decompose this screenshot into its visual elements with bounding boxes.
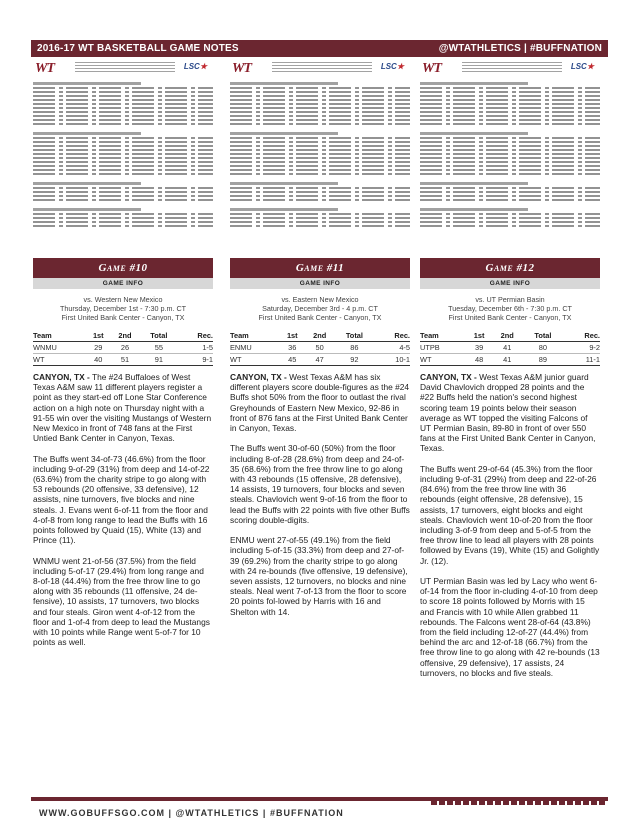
score-cell: 91 <box>154 355 163 364</box>
stat-row <box>230 217 410 219</box>
box-score-heading <box>462 62 562 74</box>
score-header-row <box>230 330 410 342</box>
recap-paragraph <box>230 372 410 433</box>
wt-logo: WT <box>232 61 251 76</box>
stat-row <box>420 217 600 219</box>
stat-row <box>33 115 213 117</box>
stat-row <box>230 169 410 171</box>
game-column-10 <box>33 60 213 658</box>
score-col-header: Rec. <box>563 330 600 342</box>
score-col-header: Total <box>140 330 178 342</box>
score-col-header: 2nd <box>305 330 335 342</box>
stat-row <box>33 99 213 101</box>
heading-line <box>272 68 372 69</box>
score-cell: ENMU <box>230 342 280 354</box>
score-cell: WT <box>420 355 432 364</box>
row-heading <box>33 208 141 211</box>
game-info <box>33 289 213 330</box>
game-recap <box>230 372 410 617</box>
heading-line <box>272 65 372 66</box>
stat-row <box>230 107 410 109</box>
score-cell: 9-2 <box>563 342 600 354</box>
score-col-header: 1st <box>467 330 492 342</box>
dateline: CANYON, TX - <box>33 372 90 382</box>
stat-row <box>33 173 213 175</box>
score-cell: 41 <box>503 355 512 364</box>
game-recap <box>33 372 213 647</box>
score-cell: 11-1 <box>585 355 600 364</box>
heading-line <box>75 65 175 66</box>
stat-row <box>420 221 600 223</box>
stat-row <box>33 161 213 163</box>
stat-row <box>230 119 410 121</box>
dateline: CANYON, TX - <box>230 372 287 382</box>
recap-paragraph <box>420 372 600 454</box>
score-row <box>33 342 213 354</box>
lsc-logo <box>184 62 207 71</box>
lsc-logo <box>381 62 404 71</box>
footer-text: WWW.GOBUFFSGO.COM | @WTATHLETICS | #BUFFNATION <box>39 808 344 818</box>
stat-row <box>33 217 213 219</box>
stat-row <box>420 119 600 121</box>
score-row <box>420 342 600 354</box>
stat-row <box>230 165 410 167</box>
score-cell: 10-1 <box>395 355 410 364</box>
stat-row <box>230 115 410 117</box>
stat-row <box>420 123 600 125</box>
stat-row <box>230 195 410 197</box>
game-info-line: vs. UT Permian Basin <box>475 295 545 304</box>
stat-row <box>420 199 600 201</box>
row-heading <box>33 132 141 135</box>
stat-row <box>33 141 213 143</box>
stat-row <box>33 149 213 151</box>
game-card <box>33 258 213 366</box>
footer <box>31 797 608 818</box>
stat-row <box>33 123 213 125</box>
score-cell: 36 <box>280 342 305 354</box>
score-cell: 48 <box>475 355 484 364</box>
stat-row <box>33 157 213 159</box>
stat-row <box>33 191 213 193</box>
score-cell: 47 <box>315 355 324 364</box>
game-info-line: vs. Western New Mexico <box>83 295 163 304</box>
score-cell: 29 <box>86 342 110 354</box>
game-info-line: Tuesday, December 6th - 7:30 p.m. CT <box>448 304 572 313</box>
row-heading <box>420 208 528 211</box>
score-table <box>33 330 213 365</box>
header-social: @WTATHLETICS | #BUFFNATION <box>438 43 602 54</box>
row-heading <box>420 132 528 135</box>
score-cell: 41 <box>492 342 523 354</box>
score-cell: WNMU <box>33 342 86 354</box>
score-cell: 50 <box>305 342 335 354</box>
score-col-header: Rec. <box>374 330 410 342</box>
stat-row <box>230 225 410 227</box>
stat-row <box>33 87 213 89</box>
stat-row <box>230 141 410 143</box>
stat-row <box>420 213 600 215</box>
stat-row <box>33 199 213 201</box>
stat-row <box>33 107 213 109</box>
score-table-wrap <box>230 330 410 366</box>
heading-line <box>272 71 372 72</box>
recap-text: West Texas A&M has six different players score double-figures as the #24 Buffs shot 50% from the floor to outlast the rival Greyhounds of Eastern New Mexico, 92-86 in front of 876 fans at the First United Bank Center in Canyon, Texas. <box>230 372 410 434</box>
dateline: CANYON, TX - <box>420 372 477 382</box>
recap-text: ENMU went 27-of-55 (49.1%) from the field including 5-of-15 (33.3%) from deep and 27-of-39 (69.2%) from the charity stripe to go along with 24 re-bounds (five offensive, 19 defensive), seven assists, 12 turnovers, no blocks and nine steals. Neal went 7-of-13 from the floor to score 20 points fol-lowed by Harris with 16 and Shelton with 14. <box>230 535 408 617</box>
game-info-line: Saturday, December 3rd - 4 p.m. CT <box>262 304 378 313</box>
stat-row <box>420 91 600 93</box>
stat-row <box>230 95 410 97</box>
stat-row <box>33 137 213 139</box>
score-table-wrap <box>33 330 213 366</box>
score-col-header: Team <box>33 330 86 342</box>
heading-line <box>75 71 175 72</box>
stat-row <box>420 87 600 89</box>
stat-row <box>230 221 410 223</box>
stat-row <box>33 187 213 189</box>
game-column-11 <box>230 60 410 627</box>
heading-line <box>462 65 562 66</box>
lsc-star-icon: ★ <box>586 62 594 71</box>
heading-line <box>75 62 175 63</box>
recap-text: The #24 Buffaloes of West Texas A&M saw 11 different players register a point as they start-ed off Lone Star Conference action on a high note on Thursday night with a 91-55 win over the visiting Mustangs of Western New Mexico in front of 748 fans at the First Untied Bank Center in Canyon, Texas. <box>33 372 212 444</box>
stat-row <box>230 123 410 125</box>
stat-row <box>230 111 410 113</box>
game-info-line: Thursday, December 1st - 7:30 p.m. CT <box>59 304 187 313</box>
row-heading <box>230 82 338 85</box>
score-cell: 9-1 <box>202 355 213 364</box>
stat-row <box>33 225 213 227</box>
row-heading <box>230 182 338 185</box>
score-cell: 55 <box>140 342 178 354</box>
score-row <box>420 354 600 366</box>
stat-row <box>33 221 213 223</box>
box-score-image <box>420 60 600 252</box>
stat-row <box>33 195 213 197</box>
stat-row <box>230 91 410 93</box>
game-title: Game #10 <box>33 258 213 278</box>
stat-row <box>33 91 213 93</box>
box-score-rows <box>420 82 600 229</box>
stat-row <box>420 141 600 143</box>
recap-paragraph <box>230 535 410 617</box>
recap-text: The Buffs went 30-of-60 (50%) from the floor including 8-of-28 (28.6%) from deep and 24-of-35 (68.6%) from the free throw line to go along with 43 rebounds (15 offensive, 28 defensive), 14 assists, 19 turnovers, four blocks and seven steals. Chavlovich went 9-of-16 from the floor to lead the Buffs with 22 points with five other Buffs scoring double-digits. <box>230 443 410 525</box>
score-cell: 39 <box>467 342 492 354</box>
stat-row <box>420 137 600 139</box>
stat-row <box>420 145 600 147</box>
score-col-header: 1st <box>86 330 110 342</box>
game-info-line: First United Bank Center - Canyon, TX <box>448 313 572 322</box>
heading-line <box>462 71 562 72</box>
score-table-wrap <box>420 330 600 366</box>
game-info-line: First United Bank Center - Canyon, TX <box>258 313 382 322</box>
stat-row <box>230 173 410 175</box>
row-heading <box>230 208 338 211</box>
stat-row <box>230 187 410 189</box>
game-card <box>230 258 410 366</box>
game-info <box>230 289 410 330</box>
recap-paragraph <box>33 372 213 443</box>
stat-row <box>230 87 410 89</box>
recap-text: West Texas A&M junior guard David Chavlovich dropped 28 points and the #22 Buffs held the nation's second highest scoring team 19 points below their season average as WT topped the visiting Falcons of UT Permian Basin, 89-80 in front of over 550 fans at the First United Bank Center in Canyon, Texas. <box>420 372 596 454</box>
heading-line <box>272 62 372 63</box>
stat-row <box>230 145 410 147</box>
stat-row <box>33 103 213 105</box>
score-row <box>230 354 410 366</box>
score-cell: WT <box>230 355 242 364</box>
stat-row <box>420 187 600 189</box>
box-score-image <box>230 60 410 252</box>
stat-row <box>420 153 600 155</box>
stat-row <box>33 213 213 215</box>
recap-text: WNMU went 21-of-56 (37.5%) from the field including 5-of-17 (29.4%) from long range and 8-of-18 (44.4%) from the free throw line to go along with 35 rebounds (11 offensive, 24 de-fensive), 10 assists, 17 turnovers, two blocks and four steals. Giron went 4-of-12 from the floor and 1-of-4 from deep to lead the Mustangs with 10 points while Range went 5-of-7 for 10 points as well. <box>33 555 210 648</box>
score-cell: 40 <box>94 355 103 364</box>
lsc-logo-text: LSC <box>183 62 200 71</box>
row-heading <box>420 182 528 185</box>
game-info-label: GAME INFO <box>230 278 410 289</box>
stat-row <box>230 99 410 101</box>
score-cell: 89 <box>538 355 548 364</box>
header-bar <box>31 40 608 57</box>
game-info-line: First United Bank Center - Canyon, TX <box>61 313 185 322</box>
score-cell: 80 <box>523 342 563 354</box>
stat-row <box>33 165 213 167</box>
stat-row <box>230 199 410 201</box>
score-col-header: Team <box>420 330 467 342</box>
game-info-label: GAME INFO <box>420 278 600 289</box>
game-card <box>420 258 600 366</box>
score-col-header: 2nd <box>492 330 523 342</box>
stat-row <box>230 213 410 215</box>
stat-row <box>420 157 600 159</box>
lsc-logo-text: LSC <box>570 62 587 71</box>
stat-row <box>420 173 600 175</box>
stat-row <box>33 111 213 113</box>
recap-text: UT Permian Basin was led by Lacy who went 6-of-14 from the floor in-cluding 4-of-10 from deep to score 18 points followed by Morris with 15 and Francis with 10 while Allen grabbed 11 rebounds. The Falcons went 28-of-64 (43.8%) from the field including 12-of-27 (44.4%) from behind the arc and 12-of-18 (66.7%) from the free throw line to go along with 42 re-bounds (13 offensive, 29 defensive), 17 assists, 24 turnovers, no blocks and five steals. <box>420 576 600 678</box>
stat-row <box>420 165 600 167</box>
heading-line <box>462 68 562 69</box>
stat-row <box>420 161 600 163</box>
lsc-logo-text: LSC <box>380 62 397 71</box>
box-score-heading <box>75 62 175 74</box>
score-cell: 86 <box>335 342 374 354</box>
score-header-row <box>33 330 213 342</box>
score-cell: WT <box>33 355 45 364</box>
score-col-header: Team <box>230 330 280 342</box>
stat-row <box>230 157 410 159</box>
footer-stripe <box>431 801 606 805</box>
score-row <box>230 342 410 354</box>
score-table <box>420 330 600 365</box>
box-score-rows <box>33 82 213 229</box>
stat-row <box>33 153 213 155</box>
lsc-star-icon: ★ <box>396 62 404 71</box>
box-score-image <box>33 60 213 252</box>
score-col-header: Total <box>335 330 374 342</box>
score-col-header: Total <box>523 330 563 342</box>
score-cell: 51 <box>120 355 130 364</box>
row-heading <box>420 82 528 85</box>
recap-paragraph <box>420 464 600 566</box>
stat-row <box>33 95 213 97</box>
game-recap <box>420 372 600 678</box>
recap-text: The Buffs went 29-of-64 (45.3%) from the floor including 9-of-31 (29%) from deep and 22-of-26 (84.6%) from the free throw line with 36 rebounds (eight offensive, 28 defensive), 15 assists, 17 turnovers, eight blocks and eight steals. Chavlovich went 10-of-20 from the floor including 3-of-9 from deep and 5-of-5 from the free throw line to lead all players with 28 points followed by Evans (19), White (15) and Golightly Jr. (12). <box>420 463 600 566</box>
score-col-header: Rec. <box>178 330 213 342</box>
stat-row <box>230 103 410 105</box>
game-info <box>420 289 600 330</box>
stat-row <box>230 153 410 155</box>
stat-row <box>230 191 410 193</box>
wt-logo: WT <box>422 61 441 76</box>
stat-row <box>33 145 213 147</box>
stat-row <box>33 119 213 121</box>
recap-text: The Buffs went 34-of-73 (46.6%) from the floor including 9-of-29 (31%) from deep and 14-of-22 (63.6%) from the charity stripe to go along with 53 rebounds (20 offensive, 33 defensive), 12 assists, nine turnovers, five blocks and nine steals. J. Evans went 6-of-11 from the floor and 4-of-8 from long range to lead the Buffs with 16 points followed by Quaid (15), White (13) and Prince (11). <box>33 453 210 546</box>
score-cell: 45 <box>288 355 297 364</box>
heading-line <box>462 62 562 63</box>
stat-row <box>420 195 600 197</box>
score-col-header: 1st <box>280 330 305 342</box>
score-col-header: 2nd <box>110 330 139 342</box>
game-info-label: GAME INFO <box>33 278 213 289</box>
game-info-line: vs. Eastern New Mexico <box>281 295 359 304</box>
score-cell: 1-5 <box>178 342 213 354</box>
game-column-12 <box>420 60 600 688</box>
box-score-rows <box>230 82 410 229</box>
wt-logo: WT <box>35 61 54 76</box>
stat-row <box>230 149 410 151</box>
stat-row <box>230 161 410 163</box>
header-title: 2016-17 WT BASKETBALL GAME NOTES <box>37 43 239 54</box>
stat-row <box>420 115 600 117</box>
score-cell: 92 <box>350 355 359 364</box>
stat-row <box>420 103 600 105</box>
stat-row <box>230 137 410 139</box>
row-heading <box>33 182 141 185</box>
recap-paragraph <box>33 556 213 648</box>
stat-row <box>420 107 600 109</box>
stat-row <box>33 169 213 171</box>
box-score-heading <box>272 62 372 74</box>
row-heading <box>230 132 338 135</box>
score-cell: UTPB <box>420 342 467 354</box>
stat-row <box>420 149 600 151</box>
stat-row <box>420 95 600 97</box>
game-title: Game #12 <box>420 258 600 278</box>
heading-line <box>75 68 175 69</box>
stat-row <box>420 111 600 113</box>
stat-row <box>420 191 600 193</box>
score-row <box>33 354 213 366</box>
score-cell: 4-5 <box>374 342 410 354</box>
score-table <box>230 330 410 365</box>
stat-row <box>420 169 600 171</box>
game-title: Game #11 <box>230 258 410 278</box>
recap-paragraph <box>33 454 213 546</box>
row-heading <box>33 82 141 85</box>
lsc-star-icon: ★ <box>199 62 207 71</box>
stat-row <box>420 225 600 227</box>
stat-row <box>420 99 600 101</box>
lsc-logo <box>571 62 594 71</box>
recap-paragraph <box>230 443 410 525</box>
score-cell: 26 <box>110 342 139 354</box>
score-header-row <box>420 330 600 342</box>
recap-paragraph <box>420 576 600 678</box>
